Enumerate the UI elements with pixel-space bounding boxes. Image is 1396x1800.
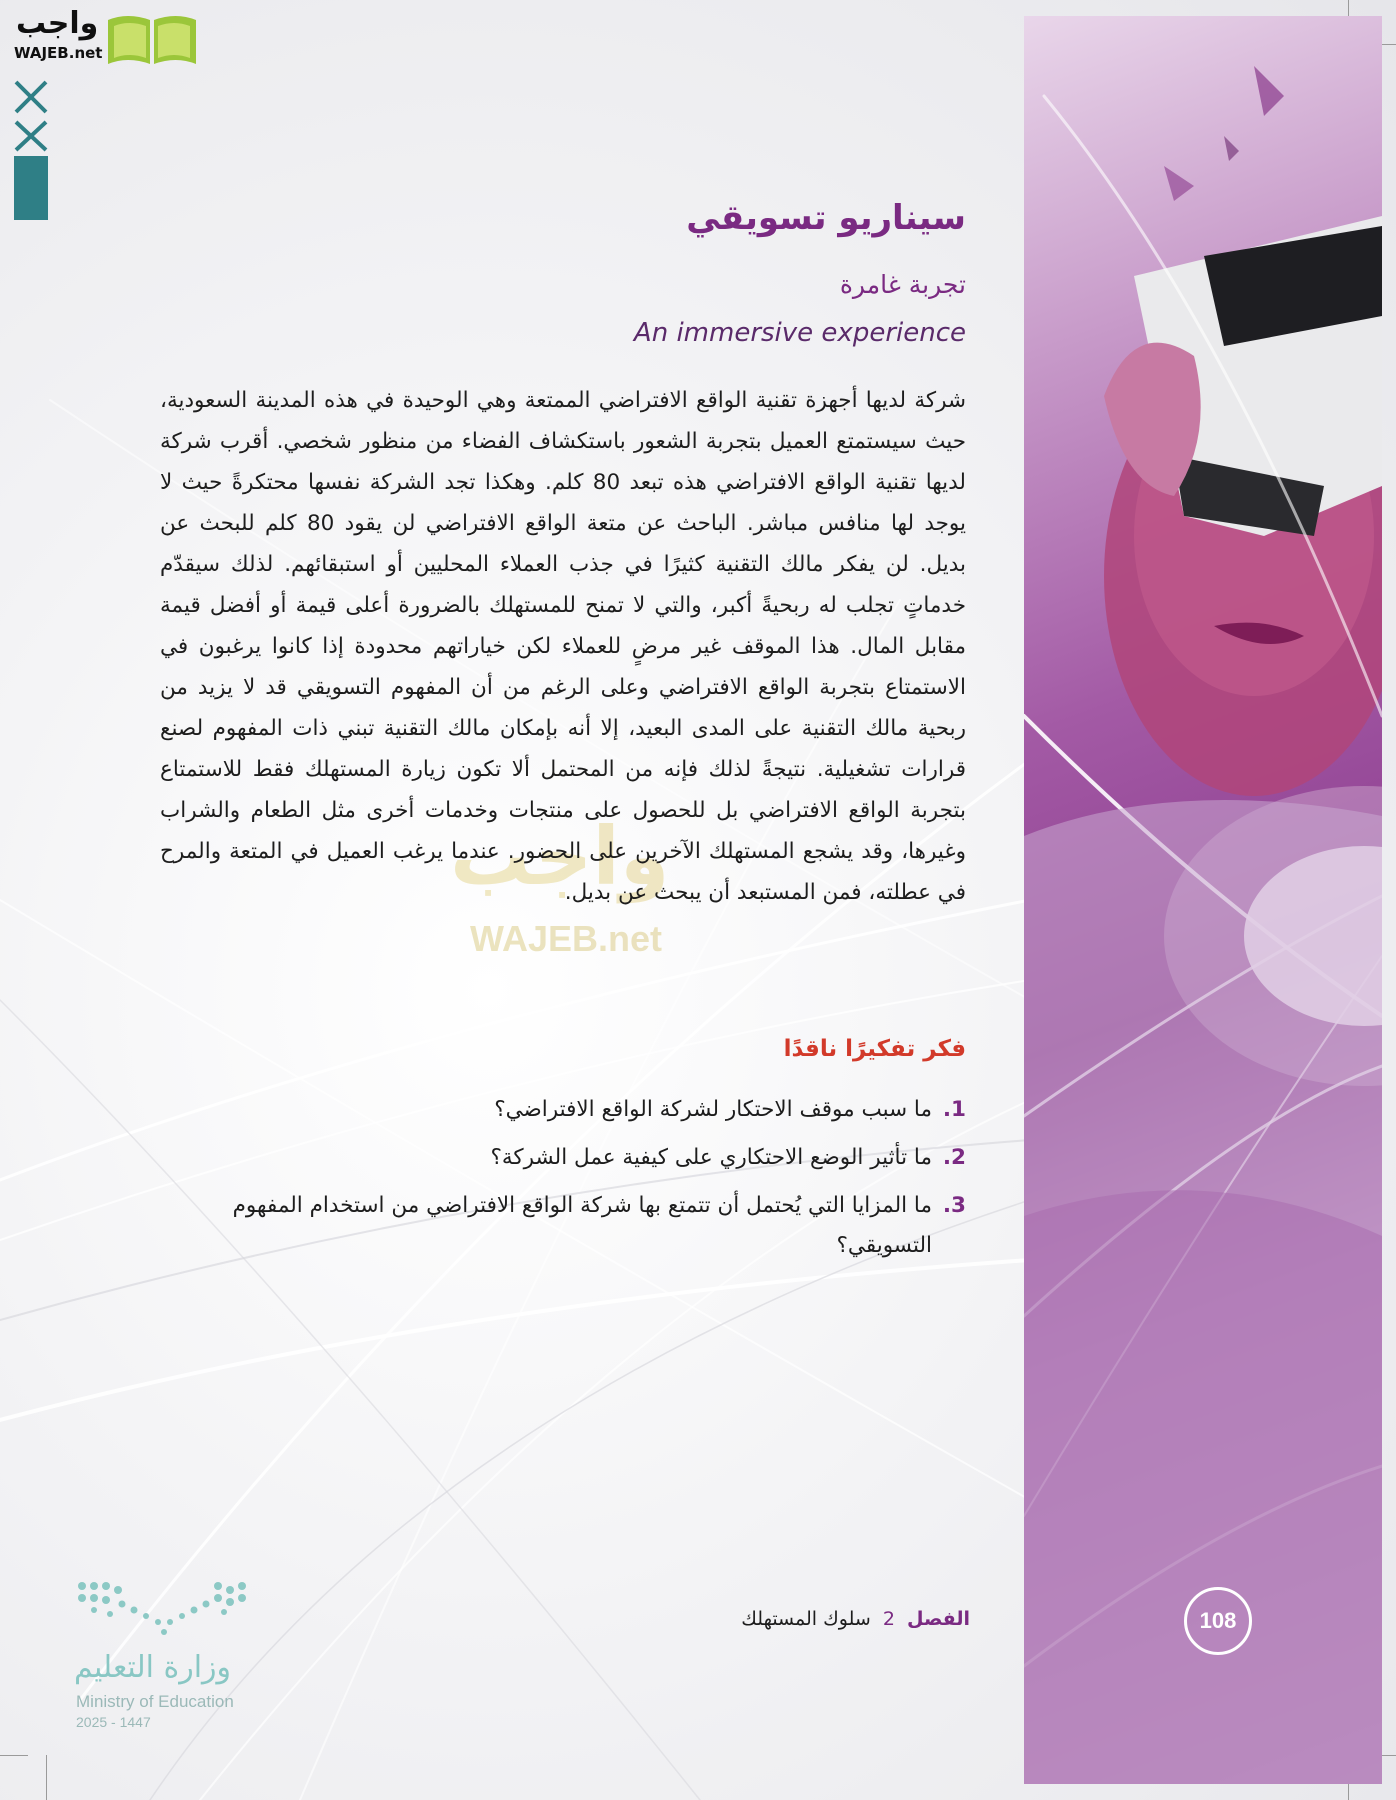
chapter-number: 2 (882, 1608, 895, 1630)
crop-mark (0, 1755, 28, 1756)
ministry-name-ar: وزارة التعليم (74, 1650, 232, 1685)
page-number: 108 (1184, 1587, 1252, 1655)
open-book-icon (104, 8, 200, 68)
ministry-logo (74, 1576, 264, 1736)
subtitle-english: An immersive experience (633, 318, 966, 348)
ministry-year: 2025 - 1447 (76, 1714, 151, 1730)
section-title: سيناريو تسويقي (686, 198, 966, 238)
question-text: ما المزايا التي يُحتمل أن تتمتع بها شركة الواقع الافتراضي من استخدام المفهوم التسويقي؟ (232, 1193, 932, 1258)
question-number: 3. (942, 1193, 966, 1218)
question-number: 1. (942, 1097, 966, 1122)
wajeb-logo (12, 6, 192, 66)
question-text: ما سبب موقف الاحتكار لشركة الواقع الافتراضي؟ (494, 1097, 932, 1122)
ministry-emblem-icon (74, 1576, 254, 1640)
side-tab-bar (14, 156, 48, 220)
question-number: 2. (942, 1145, 966, 1170)
scenario-paragraph: شركة لديها أجهزة تقنية الواقع الافتراضي الممتعة وهي الوحيدة في هذه المدينة السعودية، حيث سيستمتع العميل بتجربة الشعور باستكشاف الفضاء من منظور شخصي. أقرب شركة لديها تقنية الواقع الافتراضي هذه تبعد 80 كلم. وهكذا تجد الشركة نفسها محتكرةً حيث لا يوجد لها منافس مباشر. الباحث عن متعة الواقع الافتراضي لن يقود 80 كلم للبحث عن بديل. لن يفكر مالك التقنية كثيرًا في جذب العملاء المحليين أو استبقائهم. لذلك سيقدّم خدماتٍ تجلب له ربحيةً أكبر، والتي لا تمنح للمستهلك بالضرورة أعلى قيمة أو أفضل قيمة مقابل المال. هذا الموقف غير مرضٍ للعملاء لكن خياراتهم محدودة إذا كانوا يرغبون في الاستمتاع بتجربة الواقع الافتراضي وعلى الرغم من أن المفهوم التسويقي قد لا يزيد من ربحية مالك التقنية على المدى البعيد، إلا أنه بإمكان مالك التقنية تبني ذات المفهوم لصنع قرارات تشغيلية. نتيجةً لذلك فإنه من المحتمل ألا تكون زيارة المستهلك فقط للاستمتاع بتجربة الواقع الافتراضي بل للحصول على منتجات وخدمات أخرى مثل الطعام والشراب وغيرها، وقد يشجع المستهلك الآخرين على الحضور. عندما يرغب العميل في المتعة والمرح في عطلته، فمن المستبعد أن يبحث عن بديل. (160, 388, 966, 905)
chapter-footer (680, 1608, 970, 1630)
logo-text-ar: واجب (16, 6, 99, 41)
chapter-label: الفصل (906, 1608, 970, 1630)
crop-mark (46, 1755, 47, 1800)
critical-thinking-heading: فكر تفكيرًا ناقدًا (783, 1036, 966, 1062)
question-item (160, 1138, 966, 1178)
question-item (160, 1090, 966, 1130)
watermark-text-ar: واجب (450, 810, 670, 903)
vr-headset-photo (1024, 16, 1382, 1784)
ministry-name-en: Ministry of Education (76, 1692, 234, 1711)
chapter-mark-icon (14, 72, 48, 152)
logo-text-en: WAJEB.net (14, 44, 103, 62)
question-list (160, 1090, 966, 1274)
side-chapter-tab (14, 72, 48, 220)
watermark-text-en: WAJEB.net (470, 918, 663, 959)
subtitle-arabic: تجربة غامرة (839, 270, 966, 299)
question-text: ما تأثير الوضع الاحتكاري على كيفية عمل الشركة؟ (490, 1145, 932, 1170)
question-item (160, 1186, 966, 1266)
chapter-title: سلوك المستهلك (741, 1608, 871, 1630)
